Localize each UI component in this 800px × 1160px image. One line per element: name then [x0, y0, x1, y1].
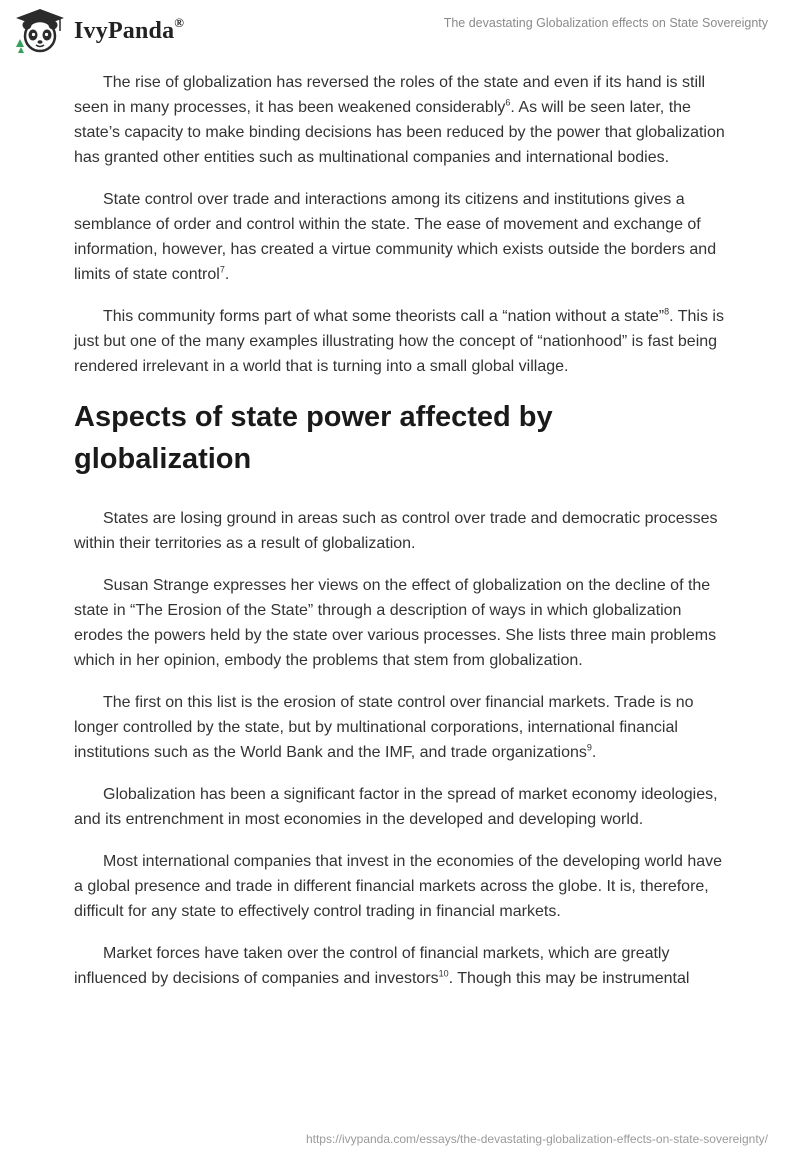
footnote-ref[interactable]: 9 [586, 742, 592, 753]
paragraph-4: States are losing ground in areas such as control over trade and democratic processes within their territories as a result of globalization. [74, 510, 718, 552]
section-heading: Aspects of state power affected by globalization [74, 401, 553, 475]
paragraph-1: The rise of globalization has reversed the roles of the state and even if its hand is still seen in many processes, it has been weakened considerably$^6$. As will be seen later, the state’s capacity to make binding decisions has been reduced by the power that globalization has granted other entities such as multinational companies and international bodies. [74, 74, 725, 166]
footnote-ref[interactable]: 10 [438, 968, 449, 979]
paragraph-8: Most international companies that invest in the economies of the developing world have a global presence and trade in different financial markets across the globe. It is, therefore, difficult for any state to effectively control trading in financial markets. [74, 853, 723, 920]
article-body [74, 70, 734, 1008]
paragraph-3: This community forms part of what some theorists call a “nation without a state”$^8$. This is just but one of the many examples illustrating how the concept of “nationhood” is fast being rendered irrelevant in a world that is turning into a small global village. [74, 306, 724, 375]
footnote-ref[interactable]: 6 [505, 97, 511, 108]
source-url[interactable]: https://ivypanda.com/essays/the-devastating-globalization-effects-on-state-sovereignty/ [305, 1132, 768, 1146]
logo[interactable] [12, 6, 184, 56]
paragraph-6: The first on this list is the erosion of state control over financial markets. Trade is no longer controlled by the state, but by multinational corporations, international financial institutions such as the World Bank and the IMF, and trade organizations$^9$. [74, 694, 694, 761]
page-header [0, 0, 800, 60]
document-title: The devastating Globalization effects on State Sovereignty [443, 16, 768, 30]
paragraph-2: State control over trade and interactions among its citizens and institutions gives a semblance of order and control within the state. The ease of movement and exchange of information, however, has created a virtue community which exists outside the borders and limits of state control$^7$. [74, 191, 717, 283]
footnote-ref[interactable]: 8 [664, 306, 670, 317]
paragraph-5: Susan Strange expresses her views on the effect of globalization on the decline of the state in “The Erosion of the State” through a description of ways in which globalization erodes the powers held by the state over various processes. She lists three main problems which in her opinion, embody the problems that stem from globalization. [74, 577, 717, 669]
paragraph-7: Globalization has been a significant factor in the spread of market economy ideologies, and its entrenchment in most economies in the developed and developing world. [74, 786, 718, 828]
paragraph-9: Market forces have taken over the control of financial markets, which are greatly influenced by decisions of companies and investors$^{10}$. Though this may be instrumental [74, 945, 690, 987]
footnote-ref[interactable]: 7 [219, 264, 225, 275]
panda-logo-icon [12, 7, 68, 55]
logo-wordmark: IvyPanda® [74, 15, 185, 44]
